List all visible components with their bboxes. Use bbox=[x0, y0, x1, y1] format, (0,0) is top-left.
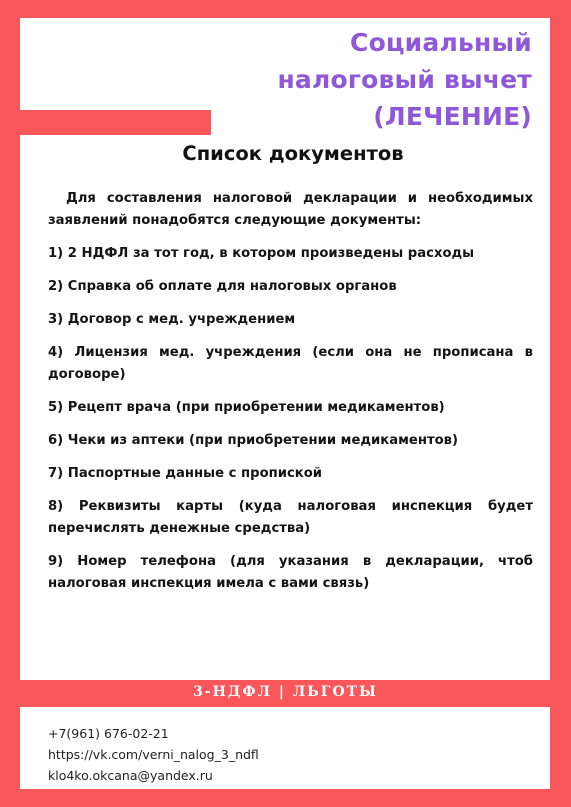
document-page bbox=[20, 18, 550, 680]
list-item: 2) Справка об оплате для налоговых органов bbox=[48, 279, 397, 294]
title-line-1: Социальный bbox=[350, 28, 532, 57]
list-item: 5) Рецепт врача (при приобретении медикаментов) bbox=[48, 400, 445, 415]
list-item: 4) Лицензия мед. учреждения (если она не прописана в договоре) bbox=[48, 345, 533, 382]
list-item: 8) Реквизиты карты (куда налоговая инспекция будет перечислять денежные средства) bbox=[48, 499, 533, 536]
list-item: 9) Номер телефона (для указания в декларации, чтоб налоговая инспекция имела с вами связь) bbox=[48, 554, 533, 591]
vk-link[interactable]: https://vk.com/verni_nalog_3_ndfl bbox=[48, 747, 259, 762]
list-item: 7) Паспортные данные с пропиской bbox=[48, 466, 323, 481]
list-item: 3) Договор с мед. учреждением bbox=[48, 312, 296, 327]
phone-number[interactable]: +7(961) 676-02-21 bbox=[48, 726, 169, 741]
email-link[interactable]: klo4ko.okcana@yandex.ru bbox=[48, 768, 213, 783]
footer-brand-label: 3-НДФЛ | ЛЬГОТЫ bbox=[193, 684, 378, 700]
contacts-list bbox=[48, 723, 259, 786]
document-list bbox=[48, 188, 533, 606]
title-line-3: (ЛЕЧЕНИЕ) bbox=[373, 102, 532, 131]
list-item: 6) Чеки из аптеки (при приобретении медикаментов) bbox=[48, 433, 459, 448]
page-title bbox=[277, 24, 532, 135]
title-line-2: налоговый вычет bbox=[277, 65, 532, 94]
list-item: 1) 2 НДФЛ за тот год, в котором произведены расходы bbox=[48, 246, 475, 261]
contacts-panel bbox=[20, 707, 550, 789]
section-heading: Список документов bbox=[182, 142, 404, 165]
intro-text: Для составления налоговой декларации и необходимых заявлений понадобятся следующие документы: bbox=[48, 191, 533, 228]
accent-bar bbox=[20, 110, 211, 135]
